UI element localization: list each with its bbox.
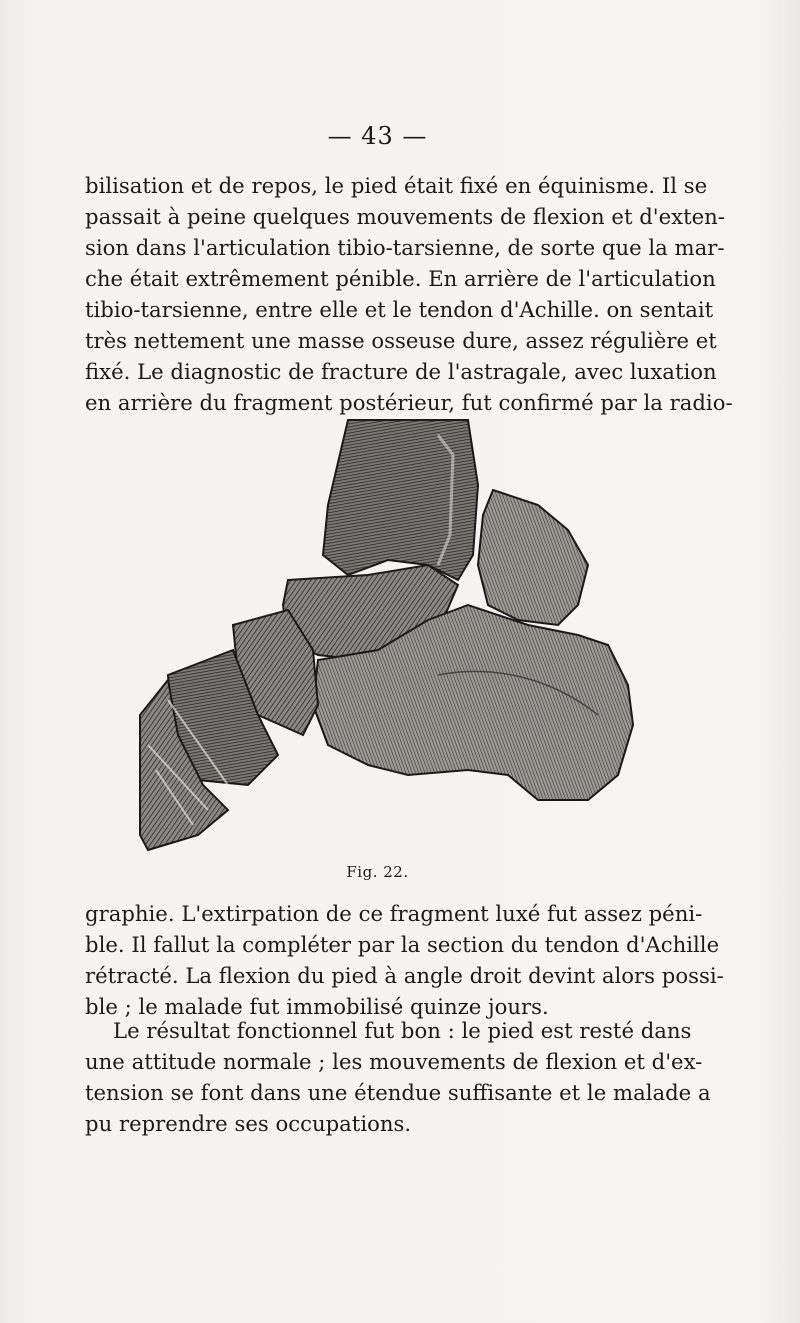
text-line: sion dans l'articulation tibio-tarsienne, de sorte que la mar- bbox=[85, 235, 725, 260]
text-line: rétracté. La flexion du pied à angle droit devint alors possi- bbox=[85, 963, 724, 988]
paragraph-2 bbox=[85, 898, 724, 1022]
text-line: très nettement une masse osseuse dure, assez régulière et bbox=[85, 328, 717, 353]
figure-caption: Fig. 22. bbox=[346, 863, 409, 881]
text-line: tension se font dans une étendue suffisante et le malade a bbox=[85, 1080, 711, 1105]
text-line: passait à peine quelques mouvements de flexion et d'exten- bbox=[85, 204, 725, 229]
text-line: pu reprendre ses occupations. bbox=[85, 1111, 412, 1136]
text-line: graphie. L'extirpation de ce fragment luxé fut assez péni- bbox=[85, 901, 703, 926]
text-line: che était extrêmement pénible. En arrière de l'articulation bbox=[85, 266, 716, 291]
text-line: fixé. Le diagnostic de fracture de l'astragale, avec luxation bbox=[85, 359, 717, 384]
text-line: Le résultat fonctionnel fut bon : le pied est resté dans bbox=[113, 1018, 692, 1043]
text-line: ble ; le malade fut immobilisé quinze jours. bbox=[85, 994, 549, 1019]
posterior-fragment-bone bbox=[478, 490, 588, 625]
paragraph-1 bbox=[85, 170, 733, 418]
text-line: ble. Il fallut la compléter par la section du tendon d'Achille bbox=[85, 932, 720, 957]
tibia-bone bbox=[323, 420, 478, 580]
text-line: en arrière du fragment postérieur, fut confirmé par la radio- bbox=[85, 390, 733, 415]
paragraph-3 bbox=[85, 1015, 711, 1139]
text-line: tibio-tarsienne, entre elle et le tendon d'Achille. on sentait bbox=[85, 297, 714, 322]
page-number: — 43 — bbox=[327, 122, 428, 150]
foot-bones-illustration bbox=[138, 415, 638, 860]
text-line: une attitude normale ; les mouvements de flexion et d'ex- bbox=[85, 1049, 703, 1074]
text-line: bilisation et de repos, le pied était fixé en équinisme. Il se bbox=[85, 173, 708, 198]
